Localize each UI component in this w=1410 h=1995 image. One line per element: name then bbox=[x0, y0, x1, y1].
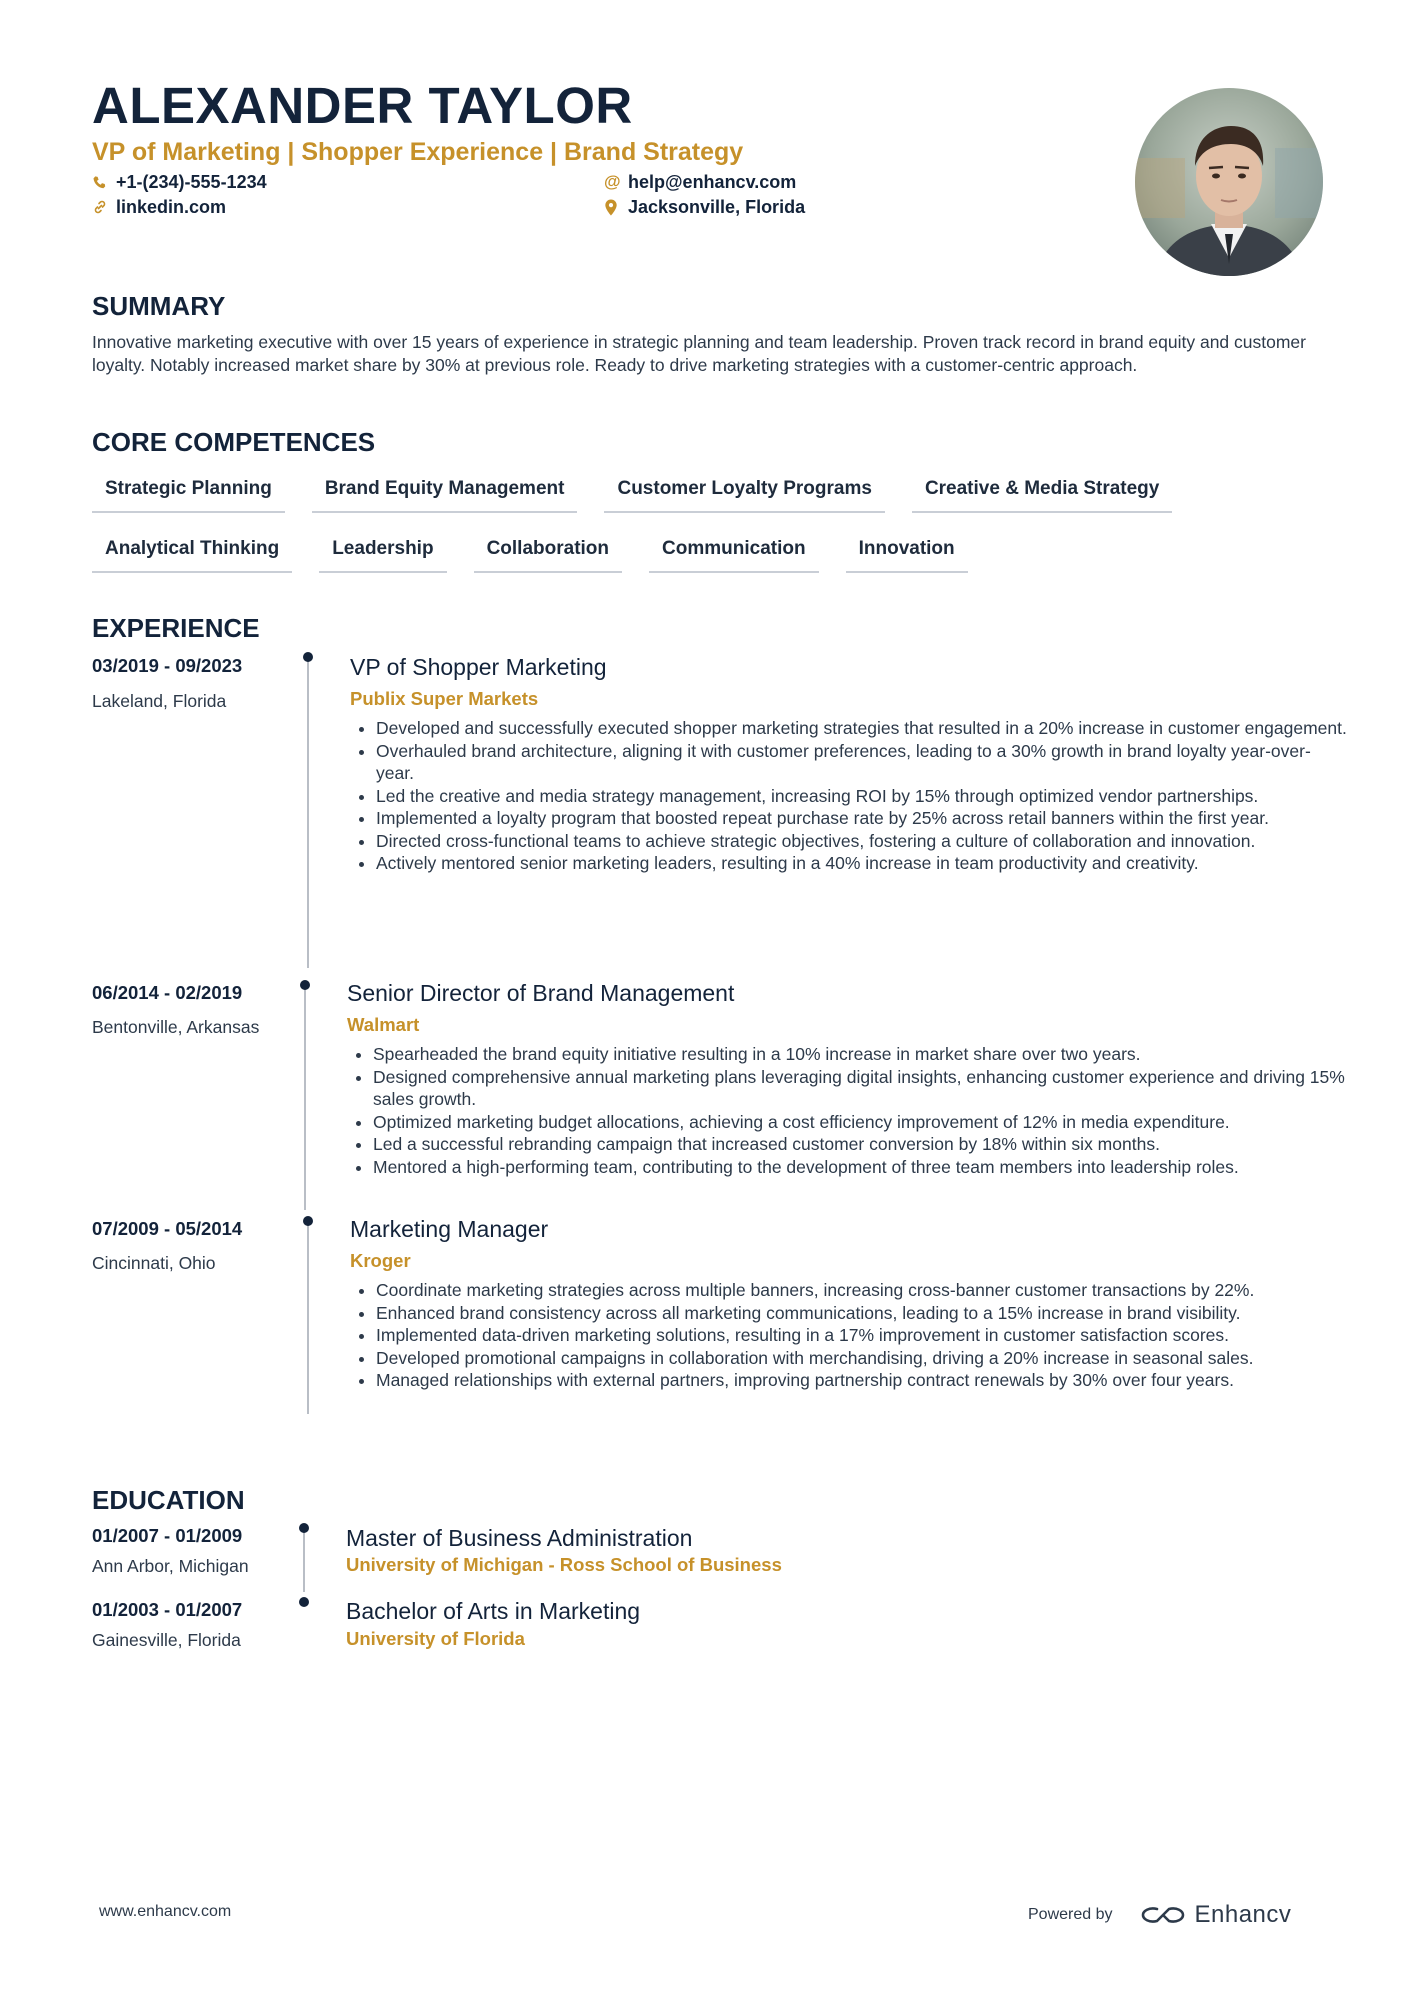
timeline-dot bbox=[299, 1597, 309, 1607]
enhancv-logo-icon bbox=[1139, 1903, 1187, 1927]
job-bullet: • Coordinate marketing strategies across multiple banners, increasing cross-banner customer transactions by 22%. bbox=[376, 1279, 1351, 1302]
education-dates: 01/2007 - 01/2009 bbox=[92, 1525, 243, 1546]
job-bullet: • Mentored a high-performing team, contributing to the development of three team members into leadership roles. bbox=[373, 1156, 1348, 1179]
job-dates: 07/2009 - 05/2014 bbox=[92, 1218, 243, 1239]
footer-website[interactable]: www.enhancv.com bbox=[99, 1903, 232, 1920]
profile-photo bbox=[1135, 88, 1323, 276]
education-school: University of Michigan - Ross School of Business bbox=[346, 1554, 782, 1575]
location-contact bbox=[604, 195, 805, 219]
powered-by-label: Powered by bbox=[1028, 1906, 1113, 1923]
job-company: Walmart bbox=[347, 1014, 420, 1035]
timeline-dot bbox=[299, 1523, 309, 1533]
timeline-dot bbox=[300, 980, 310, 990]
linkedin-text[interactable]: linkedin.com bbox=[116, 197, 227, 217]
job-bullet: • Spearheaded the brand equity initiative resulting in a 10% increase in market share over two years. bbox=[373, 1043, 1348, 1066]
job-bullet: • Led a successful rebranding campaign that increased customer conversion by 18% within six months. bbox=[373, 1133, 1348, 1156]
link-icon bbox=[92, 199, 112, 215]
timeline-line bbox=[303, 1530, 305, 1592]
brand-name: Enhancv bbox=[1194, 1901, 1292, 1928]
education-degree: Bachelor of Arts in Marketing bbox=[346, 1598, 641, 1624]
job-bullet: • Enhanced brand consistency across all marketing communications, leading to a 15% increase in brand visibility. bbox=[376, 1302, 1351, 1325]
summary-text: Innovative marketing executive with over 15 years of experience in strategic planning and team leadership. Proven track record in brand equity and customer loyalty. Notably increased market share by 30% at previous role. Ready to drive marketing strategies with a customer-centric approach. bbox=[92, 332, 1306, 375]
job-title: Marketing Manager bbox=[350, 1216, 549, 1242]
timeline-line bbox=[304, 988, 306, 1210]
job-title: VP of Shopper Marketing bbox=[350, 654, 607, 680]
experience-heading: EXPERIENCE bbox=[92, 613, 260, 643]
competence-tag: Leadership bbox=[319, 537, 446, 573]
phone-contact bbox=[92, 170, 267, 194]
job-bullet: • Overhauled brand architecture, aligning it with customer preferences, leading to a 30% growth in brand loyalty year-over-year. bbox=[376, 740, 1348, 785]
job-location: Cincinnati, Ohio bbox=[92, 1253, 216, 1273]
job-company: Kroger bbox=[350, 1250, 411, 1271]
email-contact[interactable] bbox=[604, 170, 796, 194]
job-company: Publix Super Markets bbox=[350, 688, 539, 709]
job-bullets bbox=[347, 1043, 1348, 1178]
location-pin-icon bbox=[604, 199, 624, 216]
competences-heading: CORE COMPETENCES bbox=[92, 427, 376, 457]
job-bullet: • Directed cross-functional teams to achieve strategic objectives, fostering a culture of collaboration and innovation. bbox=[376, 830, 1348, 853]
competence-tag: Communication bbox=[649, 537, 819, 573]
education-dates: 01/2003 - 01/2007 bbox=[92, 1599, 243, 1620]
education-location: Gainesville, Florida bbox=[92, 1630, 241, 1650]
linkedin-contact[interactable] bbox=[92, 195, 226, 219]
at-icon: @ bbox=[604, 172, 621, 191]
education-location: Ann Arbor, Michigan bbox=[92, 1556, 249, 1576]
job-bullet: • Implemented a loyalty program that boosted repeat purchase rate by 25% across retail banners within the first year. bbox=[376, 807, 1348, 830]
candidate-headline: VP of Marketing | Shopper Experience | Brand Strategy bbox=[92, 138, 744, 166]
timeline-dot bbox=[303, 1216, 313, 1226]
job-bullet: • Designed comprehensive annual marketing plans leveraging digital insights, enhancing customer experience and driving 15% sales growth. bbox=[373, 1066, 1348, 1111]
competence-tag: Innovation bbox=[846, 537, 968, 573]
location-text: Jacksonville, Florida bbox=[628, 197, 806, 217]
job-dates: 06/2014 - 02/2019 bbox=[92, 982, 243, 1003]
candidate-name: ALEXANDER TAYLOR bbox=[92, 77, 633, 134]
job-bullets bbox=[350, 717, 1348, 875]
competence-tag: Creative & Media Strategy bbox=[912, 477, 1172, 513]
job-dates: 03/2019 - 09/2023 bbox=[92, 655, 243, 676]
job-bullet: • Developed promotional campaigns in collaboration with merchandising, driving a 20% increase in seasonal sales. bbox=[376, 1347, 1351, 1370]
job-bullet: • Optimized marketing budget allocations, achieving a cost efficiency improvement of 12% in media expenditure. bbox=[373, 1111, 1348, 1134]
competence-tag: Collaboration bbox=[474, 537, 622, 573]
timeline-line bbox=[307, 660, 309, 968]
education-heading: EDUCATION bbox=[92, 1485, 245, 1515]
job-bullet: • Managed relationships with external partners, improving partnership contract renewals by 30% over four years. bbox=[376, 1369, 1351, 1392]
phone-icon bbox=[92, 175, 112, 190]
job-bullet: • Implemented data-driven marketing solutions, resulting in a 17% improvement in customer satisfaction scores. bbox=[376, 1324, 1351, 1347]
timeline-dot bbox=[303, 652, 313, 662]
summary-heading: SUMMARY bbox=[92, 291, 226, 321]
job-bullet: • Led the creative and media strategy management, increasing ROI by 15% through optimized vendor partnerships. bbox=[376, 785, 1348, 808]
competences-list bbox=[92, 477, 1332, 573]
job-location: Bentonville, Arkansas bbox=[92, 1017, 260, 1037]
email-text[interactable]: help@enhancv.com bbox=[628, 172, 797, 192]
footer-powered bbox=[1028, 1901, 1291, 1929]
phone-text: +1-(234)-555-1234 bbox=[116, 172, 267, 192]
competence-tag: Customer Loyalty Programs bbox=[604, 477, 884, 513]
education-degree: Master of Business Administration bbox=[346, 1525, 693, 1551]
timeline-line bbox=[307, 1224, 309, 1414]
job-title: Senior Director of Brand Management bbox=[347, 980, 735, 1006]
job-bullet: • Actively mentored senior marketing leaders, resulting in a 40% increase in team productivity and creativity. bbox=[376, 852, 1348, 875]
job-bullet: • Developed and successfully executed shopper marketing strategies that resulted in a 20% increase in customer engagement. bbox=[376, 717, 1348, 740]
job-bullets bbox=[350, 1279, 1351, 1392]
job-location: Lakeland, Florida bbox=[92, 691, 227, 711]
education-school: University of Florida bbox=[346, 1628, 525, 1649]
competence-tag: Analytical Thinking bbox=[92, 537, 292, 573]
competence-tag: Strategic Planning bbox=[92, 477, 285, 513]
competence-tag: Brand Equity Management bbox=[312, 477, 578, 513]
